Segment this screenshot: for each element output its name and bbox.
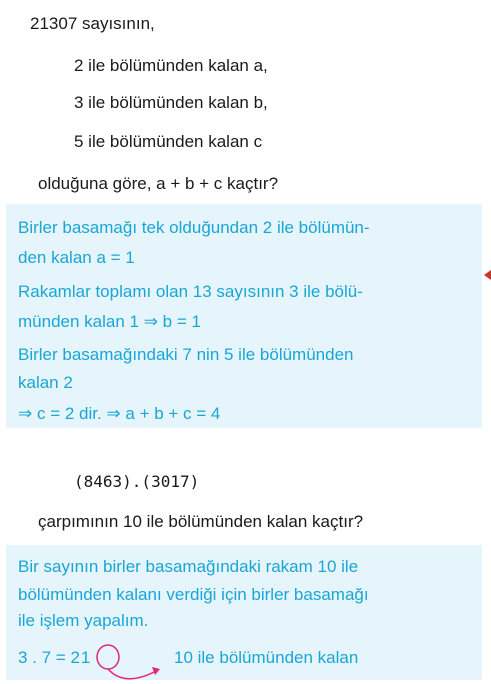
calc-prefix: 3 . 7 = 2 bbox=[18, 648, 80, 667]
solution1-line4: münden kalan 1 ⇒ b = 1 bbox=[18, 312, 201, 331]
solution2-line3: ile işlem yapalım. bbox=[18, 611, 149, 630]
solution1-line6: kalan 2 bbox=[18, 373, 73, 392]
solution2-line1: Bir sayının birler basamağındaki rakam 10 ile bbox=[18, 557, 359, 576]
solution2-line2: bölümünden kalanı verdiği için birler basamağı bbox=[18, 585, 369, 604]
problem1-line1: 21307 sayısının, bbox=[30, 14, 155, 33]
problem1-line5: olduğuna göre, a + b + c kaçtır? bbox=[38, 174, 279, 193]
calc-note: 10 ile bölümünden kalan bbox=[174, 648, 359, 667]
solution1-line3: Rakamlar toplamı olan 13 sayısının 3 ile bölü- bbox=[18, 282, 363, 301]
solution1-line5: Birler basamağındaki 7 nin 5 ile bölümünden bbox=[18, 345, 354, 364]
problem2-expression: (8463).(3017) bbox=[74, 472, 200, 491]
problem1-line4: 5 ile bölümünden kalan c bbox=[74, 132, 263, 151]
solution1-line7: ⇒ c = 2 dir. ⇒ a + b + c = 4 bbox=[18, 404, 221, 423]
arrow-head-icon bbox=[152, 667, 160, 675]
problem1-line3: 3 ile bölümünden kalan b, bbox=[74, 93, 268, 112]
calc-circled-digit: 1 bbox=[80, 648, 91, 667]
solution1-line1: Birler basamağı tek olduğundan 2 ile bölümün- bbox=[18, 218, 370, 237]
arrow-curve bbox=[108, 669, 158, 679]
problem1-line2: 2 ile bölümünden kalan a, bbox=[74, 56, 268, 75]
problem2-question: çarpımının 10 ile bölümünden kalan kaçtır? bbox=[38, 512, 364, 531]
solution1-line2: den kalan a = 1 bbox=[18, 248, 135, 267]
circle-annotation bbox=[97, 645, 119, 669]
